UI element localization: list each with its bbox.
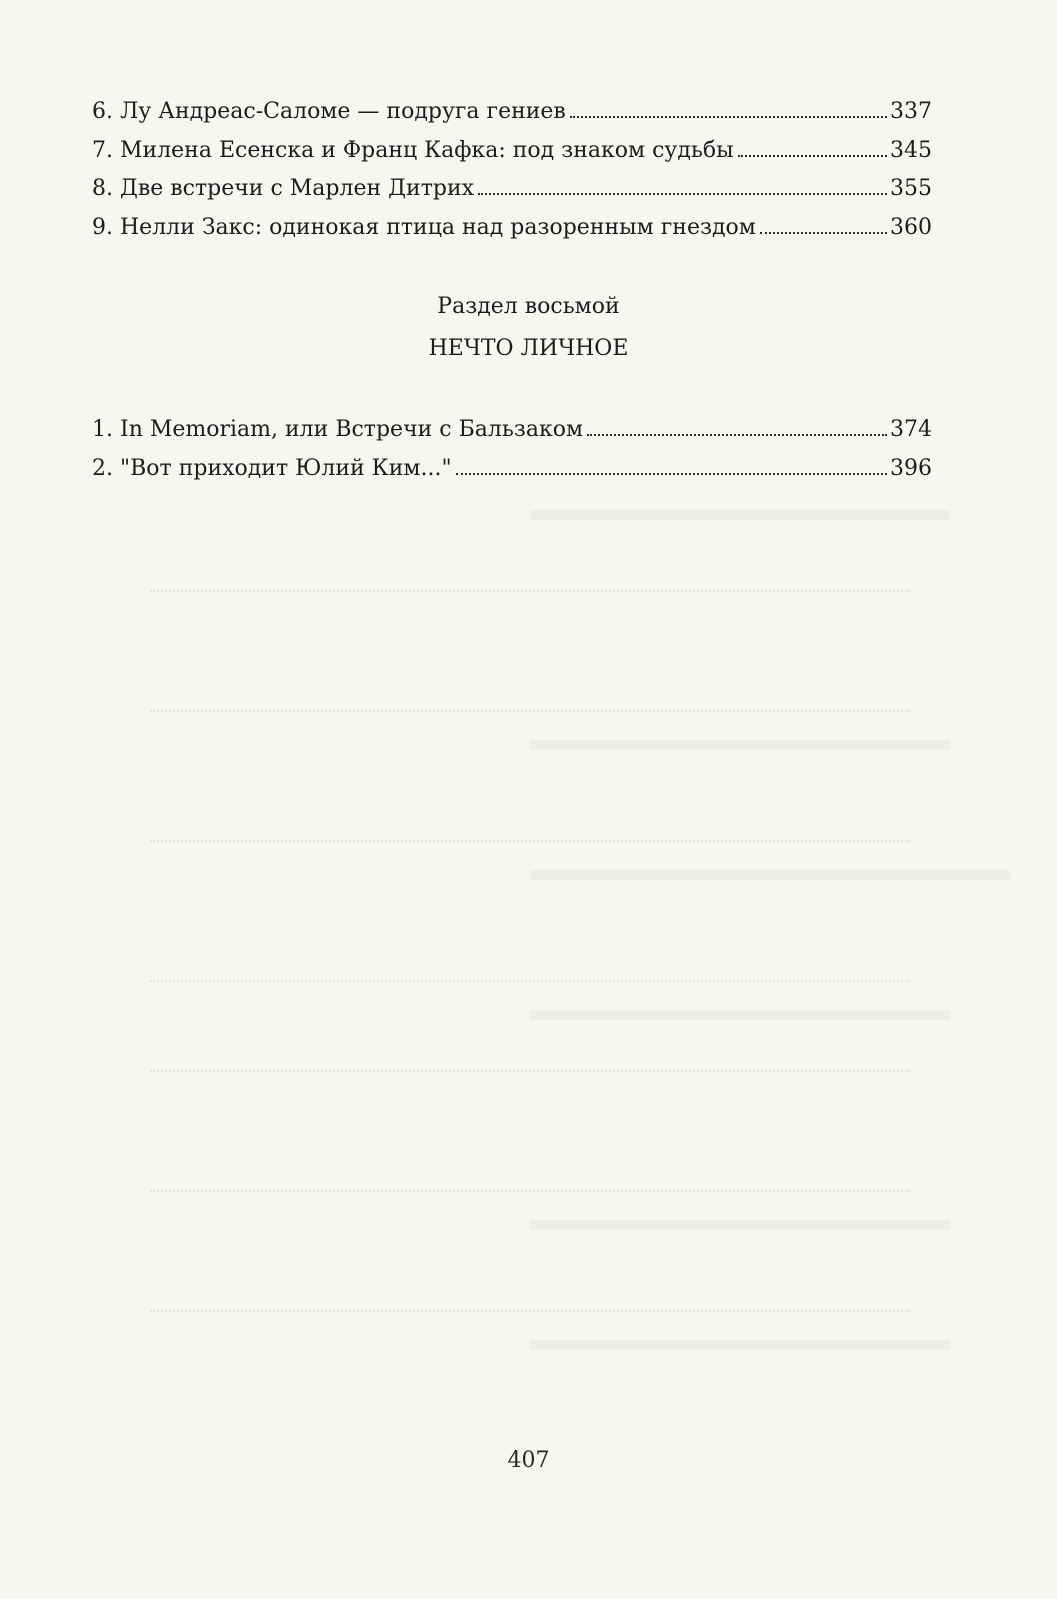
toc-entry: [92, 132, 932, 171]
bleed-text-block: [530, 740, 950, 750]
toc-leader-dots: [587, 434, 887, 436]
toc-entry-page: 355: [890, 176, 932, 201]
bleed-divider: [150, 1070, 910, 1072]
section-label: Раздел восьмой: [437, 294, 620, 319]
bleed-text-block: [530, 1010, 950, 1020]
toc-entry-number: 8.: [92, 176, 113, 201]
bleed-divider: [150, 590, 910, 592]
toc-entry-page: 396: [890, 455, 932, 481]
toc-entry-title: Две встречи с Марлен Дитрих: [120, 176, 475, 201]
toc-entry-page: 337: [890, 99, 932, 124]
bleed-text-block: [530, 1220, 950, 1230]
bleed-divider: [150, 980, 910, 982]
toc-entry-number: 7.: [92, 137, 113, 163]
toc-entry-page: 374: [890, 417, 932, 442]
bleed-text-block: [530, 510, 950, 520]
bleed-divider: [150, 1190, 910, 1192]
toc-leader-dots: [478, 193, 887, 195]
bleed-divider: [150, 710, 910, 712]
toc-entry: [92, 170, 932, 209]
toc-list-part2: [92, 411, 932, 488]
toc-entry-title: In Memoriam, или Встречи с Бальзаком: [120, 417, 584, 442]
bleed-through-texture: [150, 130, 1050, 1410]
bleed-divider: [150, 840, 910, 842]
toc-entry-title: Нелли Закс: одинокая птица над разоренным гнездом: [120, 214, 756, 240]
toc-entry: [92, 450, 932, 489]
toc-entry-title: "Вот приходит Юлий Ким...": [120, 455, 452, 481]
toc-entry: [92, 209, 932, 248]
toc-leader-dots: [456, 473, 887, 475]
toc-entry-number: 1.: [92, 417, 113, 442]
toc-entry-title: Милена Есенска и Франц Кафка: под знаком судьбы: [120, 137, 734, 163]
toc-leader-dots: [738, 155, 887, 157]
toc-entry-page: 345: [890, 137, 932, 163]
page-number: 407: [507, 1448, 550, 1473]
toc-entry: [92, 411, 932, 450]
toc-entry-number: 6.: [92, 99, 113, 124]
toc-list-part1: [92, 93, 932, 247]
toc-entry: [92, 93, 932, 132]
toc-leader-dots: [760, 232, 887, 234]
toc-entry-title: Лу Андреас-Саломе — подруга гениев: [120, 99, 566, 124]
toc-entry-number: 9.: [92, 214, 113, 240]
toc-entry-number: 2.: [92, 455, 113, 481]
bleed-text-block: [530, 1340, 950, 1350]
bleed-text-block: [530, 870, 1010, 880]
toc-leader-dots: [570, 116, 887, 118]
section-title: НЕЧТО ЛИЧНОЕ: [428, 336, 629, 361]
toc-entry-page: 360: [890, 214, 932, 240]
bleed-divider: [150, 1310, 910, 1312]
